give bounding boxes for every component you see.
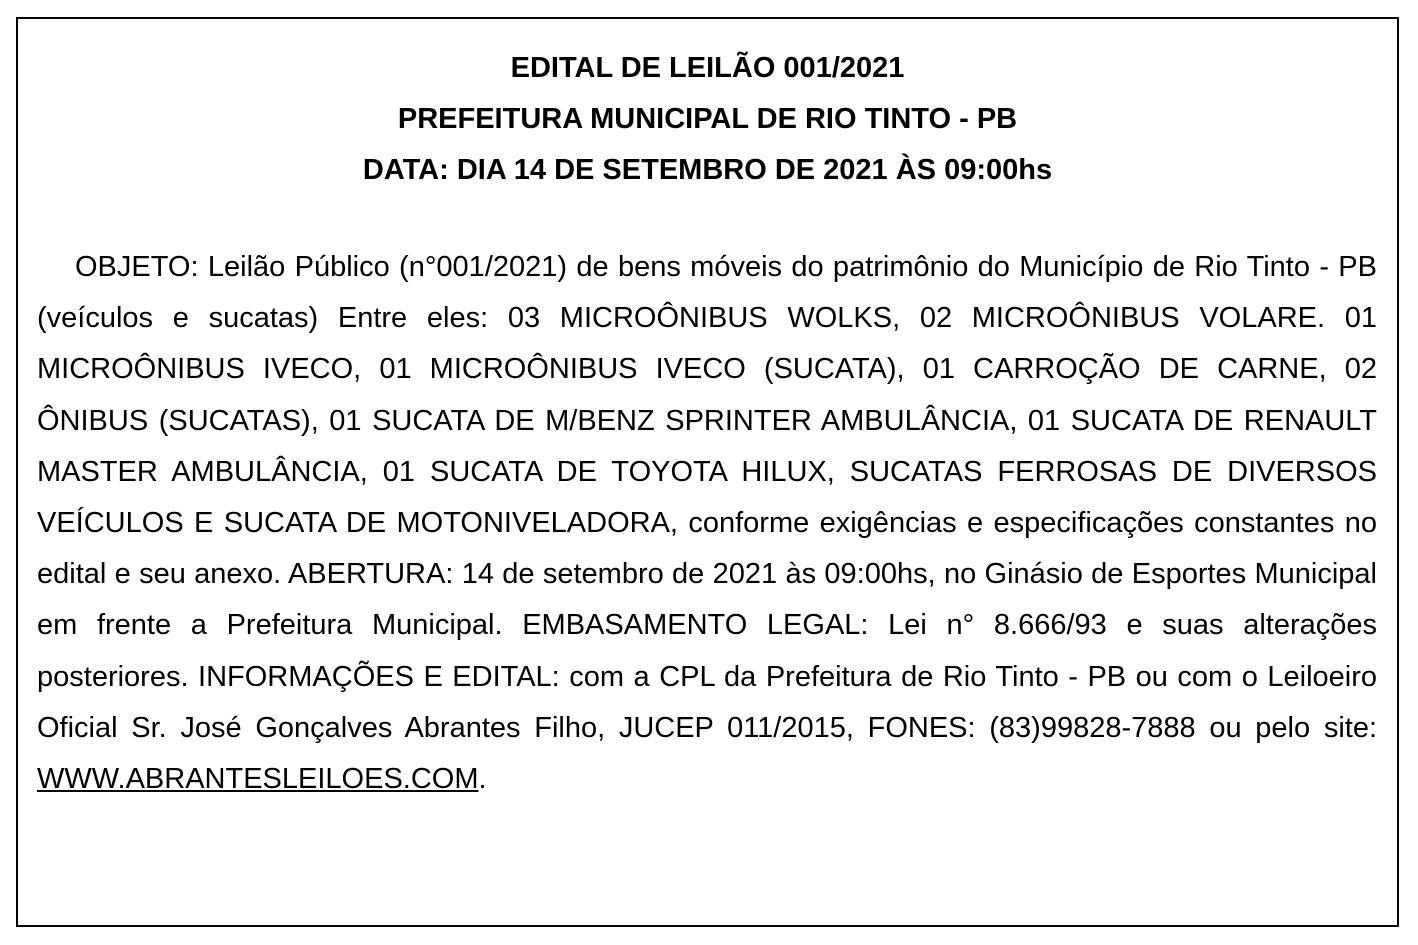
notice-body [37, 242, 1377, 805]
body-end-punctuation: . [478, 763, 487, 796]
body-text: OBJETO: Leilão Público (n°001/2021) de bens móveis do patrimônio do Município de Rio Tinto - PB (veículos e sucatas) Entre eles: 03 MICROÔNIBUS WOLKS, 02 MICROÔNIBUS VOLARE. 01 MICROÔNIBUS IVECO, 01 MICROÔNIBUS IVECO (SUCATA), 01 CARROÇÃO DE CARNE, 02 ÔNIBUS (SUCATAS), 01 SUCATA DE M/BENZ SPRINTER AMBULÂNCIA, 01 SUCATA DE RENAULT MASTER AMBULÂNCIA, 01 SUCATA DE TOYOTA HILUX, SUCATAS FERROSAS DE DIVERSOS VEÍCULOS E SUCATA DE MOTONIVELADORA, conforme exigências e especificações constantes no edital e seu anexo. ABERTURA: 14 de setembro de 2021 às 09:00hs, no Ginásio de Esportes Municipal em frente a Prefeitura Municipal. EMBASAMENTO LEGAL: Lei n° 8.666/93 e suas alterações posteriores. INFORMAÇÕES E EDITAL: com a CPL da Prefeitura de Rio Tinto - PB ou com o Leiloeiro Oficial Sr. José Gonçalves Abrantes Filho, JUCEP 011/2015, FONES: (83)99828-7888 ou pelo site: [37, 251, 1377, 744]
notice-frame [16, 17, 1399, 927]
notice-title: EDITAL DE LEILÃO 001/2021 [510, 52, 905, 84]
website-link[interactable]: WWW.ABRANTESLEILOES.COM [37, 763, 479, 796]
notice-header [18, 43, 1397, 196]
issuer-line: PREFEITURA MUNICIPAL DE RIO TINTO - PB [397, 103, 1018, 135]
date-line: DATA: DIA 14 DE SETEMBRO DE 2021 ÀS 09:00hs [362, 154, 1053, 186]
